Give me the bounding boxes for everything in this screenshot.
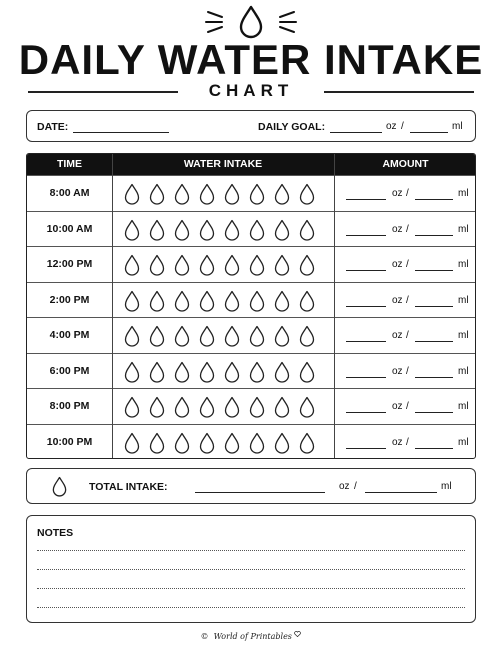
row-ml-field[interactable] [415, 306, 453, 307]
row-ml-field[interactable] [415, 270, 453, 271]
notes-line[interactable] [37, 569, 465, 570]
row-oz-field[interactable] [346, 199, 386, 200]
row-separator: / [406, 365, 409, 377]
water-drop-outline-icon[interactable] [273, 432, 291, 454]
row-time: 10:00 AM [46, 222, 93, 235]
subtitle-divider-right [324, 91, 474, 93]
water-drop-outline-icon[interactable] [273, 219, 291, 241]
row-separator: / [406, 223, 409, 235]
water-drop-outline-icon[interactable] [198, 361, 216, 383]
row-amount [334, 318, 476, 353]
water-drop-outline-icon[interactable] [298, 183, 316, 205]
water-drop-outline-icon[interactable] [198, 432, 216, 454]
water-drop-outline-icon[interactable] [298, 325, 316, 347]
row-amount [334, 389, 476, 424]
water-drop-icon [241, 7, 261, 37]
row-separator: / [406, 330, 409, 341]
table-row [27, 317, 475, 353]
row-amount [334, 425, 476, 460]
water-drop-outline-icon[interactable] [173, 361, 191, 383]
table-row [27, 388, 475, 424]
water-drop-outline-icon[interactable] [123, 183, 141, 205]
row-time: 8:00 AM [49, 187, 90, 199]
notes-line[interactable] [37, 588, 465, 589]
water-drop-outline-icon[interactable] [123, 396, 141, 418]
water-drop-outline-icon[interactable] [223, 290, 241, 312]
drop-checklist [123, 219, 316, 241]
water-drop-outline-icon[interactable] [298, 361, 316, 383]
row-separator: / [406, 259, 409, 270]
total-ml-unit: ml [441, 481, 452, 492]
table-row [27, 424, 475, 460]
header-amount: AMOUNT [382, 158, 429, 170]
total-intake-box [26, 468, 476, 504]
header-drop-with-rays [200, 4, 302, 40]
row-ml-field[interactable] [415, 412, 453, 413]
water-drop-outline-icon[interactable] [173, 325, 191, 347]
water-drop-outline-icon[interactable] [198, 396, 216, 418]
goal-ml-unit: ml [452, 121, 463, 132]
water-drop-outline-icon[interactable] [148, 325, 166, 347]
water-drop-outline-icon[interactable] [298, 254, 316, 276]
row-amount [334, 354, 476, 389]
column-divider-time [112, 154, 113, 458]
water-drop-outline-icon[interactable] [273, 361, 291, 383]
row-oz-unit: oz [392, 259, 403, 270]
water-drop-outline-icon[interactable] [223, 254, 241, 276]
page-header [0, 0, 502, 104]
table-row [27, 353, 475, 389]
water-drop-outline-icon[interactable] [148, 432, 166, 454]
water-drop-outline-icon[interactable] [198, 290, 216, 312]
drop-checklist [123, 396, 316, 418]
row-amount [334, 176, 476, 211]
row-ml-field[interactable] [415, 199, 453, 200]
drop-checklist [123, 432, 316, 454]
intake-table [26, 153, 476, 459]
row-oz-unit: oz [392, 330, 403, 341]
row-time: 10:00 PM [46, 435, 93, 448]
water-drop-outline-icon[interactable] [198, 219, 216, 241]
water-drop-outline-icon[interactable] [298, 396, 316, 418]
water-drop-outline-icon[interactable] [148, 396, 166, 418]
goal-oz-field[interactable] [330, 132, 382, 133]
water-drop-outline-icon[interactable] [123, 254, 141, 276]
water-drop-outline-icon[interactable] [248, 183, 266, 205]
row-amount [334, 283, 476, 318]
table-row [27, 211, 475, 247]
row-oz-field[interactable] [346, 412, 386, 413]
row-oz-unit: oz [392, 294, 403, 306]
table-row [27, 175, 475, 211]
row-oz-field[interactable] [346, 448, 386, 449]
date-label: DATE: [37, 121, 69, 133]
heart-icon [294, 631, 301, 637]
row-ml-unit: ml [458, 365, 469, 377]
row-oz-unit: oz [392, 223, 403, 235]
row-separator: / [406, 401, 409, 412]
water-drop-outline-icon[interactable] [273, 290, 291, 312]
date-goal-box [26, 110, 476, 142]
notes-line[interactable] [37, 550, 465, 551]
total-ml-field[interactable] [365, 492, 437, 493]
subtitle-row [28, 82, 474, 100]
row-oz-field[interactable] [346, 377, 386, 378]
row-oz-unit: oz [392, 436, 403, 448]
water-drop-outline-icon[interactable] [223, 432, 241, 454]
total-oz-unit: oz [339, 481, 350, 492]
date-field[interactable] [73, 132, 169, 133]
water-drop-outline-icon[interactable] [223, 183, 241, 205]
total-separator: / [354, 481, 357, 492]
water-drop-outline-icon[interactable] [148, 361, 166, 383]
water-drop-outline-icon[interactable] [248, 219, 266, 241]
water-drop-outline-icon[interactable] [248, 290, 266, 312]
footer-brand [0, 630, 502, 644]
sparkle-rays-icon [206, 12, 296, 32]
water-drop-outline-icon[interactable] [248, 361, 266, 383]
row-ml-unit: ml [458, 294, 469, 306]
total-oz-field[interactable] [195, 492, 325, 493]
table-row [27, 282, 475, 318]
page-title: DAILY WATER INTAKE [18, 36, 484, 83]
row-separator: / [406, 436, 409, 448]
water-drop-outline-icon [51, 475, 68, 498]
water-drop-outline-icon[interactable] [173, 432, 191, 454]
daily-goal-label: DAILY GOAL: [258, 121, 326, 133]
row-time: 6:00 PM [49, 364, 90, 377]
row-oz-field[interactable] [346, 306, 386, 307]
drop-checklist [123, 325, 316, 347]
row-ml-field[interactable] [415, 377, 453, 378]
water-drop-outline-icon[interactable] [173, 183, 191, 205]
drop-checklist [123, 361, 316, 383]
total-intake-label: TOTAL INTAKE: [89, 481, 168, 493]
copyright-symbol: © [200, 632, 209, 641]
water-drop-outline-icon[interactable] [198, 183, 216, 205]
column-divider-amount [334, 154, 335, 458]
row-oz-unit: oz [392, 365, 403, 377]
row-oz-field[interactable] [346, 270, 386, 271]
goal-separator: / [401, 121, 404, 132]
notes-line[interactable] [37, 607, 465, 608]
row-ml-unit: ml [458, 259, 469, 270]
water-drop-outline-icon[interactable] [223, 325, 241, 347]
notes-label: NOTES [37, 527, 74, 539]
water-drop-outline-icon[interactable] [298, 432, 316, 454]
row-ml-unit: ml [458, 330, 469, 341]
water-drop-outline-icon[interactable] [173, 290, 191, 312]
water-drop-outline-icon[interactable] [248, 432, 266, 454]
row-ml-field[interactable] [415, 341, 453, 342]
row-ml-unit: ml [458, 436, 469, 448]
goal-ml-field[interactable] [410, 132, 448, 133]
water-drop-outline-icon[interactable] [173, 219, 191, 241]
water-drop-outline-icon[interactable] [148, 183, 166, 205]
water-drop-outline-icon[interactable] [248, 254, 266, 276]
water-drop-outline-icon[interactable] [123, 361, 141, 383]
water-drop-outline-icon[interactable] [248, 325, 266, 347]
drop-checklist [123, 290, 316, 312]
header-time: TIME [56, 158, 83, 170]
row-ml-field[interactable] [415, 235, 453, 236]
notes-box [26, 515, 476, 623]
water-drop-outline-icon[interactable] [148, 219, 166, 241]
water-drop-outline-icon[interactable] [173, 396, 191, 418]
row-ml-field[interactable] [415, 448, 453, 449]
water-drop-outline-icon[interactable] [123, 325, 141, 347]
water-drop-outline-icon[interactable] [223, 219, 241, 241]
water-drop-outline-icon[interactable] [273, 325, 291, 347]
header-water-intake: WATER INTAKE [183, 158, 263, 170]
row-time: 2:00 PM [49, 293, 90, 306]
row-oz-field[interactable] [346, 341, 386, 342]
water-drop-outline-icon[interactable] [198, 325, 216, 347]
row-oz-field[interactable] [346, 235, 386, 236]
row-oz-unit: oz [392, 401, 403, 412]
row-time: 12:00 PM [46, 258, 93, 270]
water-drop-outline-icon[interactable] [123, 219, 141, 241]
water-drop-outline-icon[interactable] [223, 396, 241, 418]
drop-checklist [123, 254, 316, 276]
water-drop-outline-icon[interactable] [123, 432, 141, 454]
water-drop-outline-icon[interactable] [173, 254, 191, 276]
row-separator: / [406, 294, 409, 306]
table-header [27, 154, 475, 175]
row-ml-unit: ml [458, 401, 469, 412]
water-drop-outline-icon[interactable] [148, 254, 166, 276]
table-row [27, 246, 475, 282]
row-amount [334, 212, 476, 247]
row-time: 4:00 PM [49, 329, 90, 341]
goal-oz-unit: oz [386, 121, 397, 132]
row-ml-unit: ml [458, 188, 469, 199]
water-drop-outline-icon[interactable] [298, 290, 316, 312]
water-drop-outline-icon[interactable] [198, 254, 216, 276]
water-drop-outline-icon[interactable] [298, 219, 316, 241]
row-time: 8:00 PM [49, 400, 90, 412]
page-subtitle: CHART [208, 81, 294, 100]
row-separator: / [406, 188, 409, 199]
brand-name: World of Printables [213, 632, 292, 641]
water-drop-outline-icon[interactable] [273, 183, 291, 205]
row-ml-unit: ml [458, 223, 469, 235]
water-drop-outline-icon[interactable] [223, 361, 241, 383]
water-drop-outline-icon[interactable] [273, 254, 291, 276]
row-oz-unit: oz [392, 188, 403, 199]
water-drop-outline-icon[interactable] [273, 396, 291, 418]
water-drop-outline-icon[interactable] [148, 290, 166, 312]
water-drop-outline-icon[interactable] [123, 290, 141, 312]
drop-checklist [123, 183, 316, 205]
water-drop-outline-icon[interactable] [248, 396, 266, 418]
row-amount [334, 247, 476, 282]
